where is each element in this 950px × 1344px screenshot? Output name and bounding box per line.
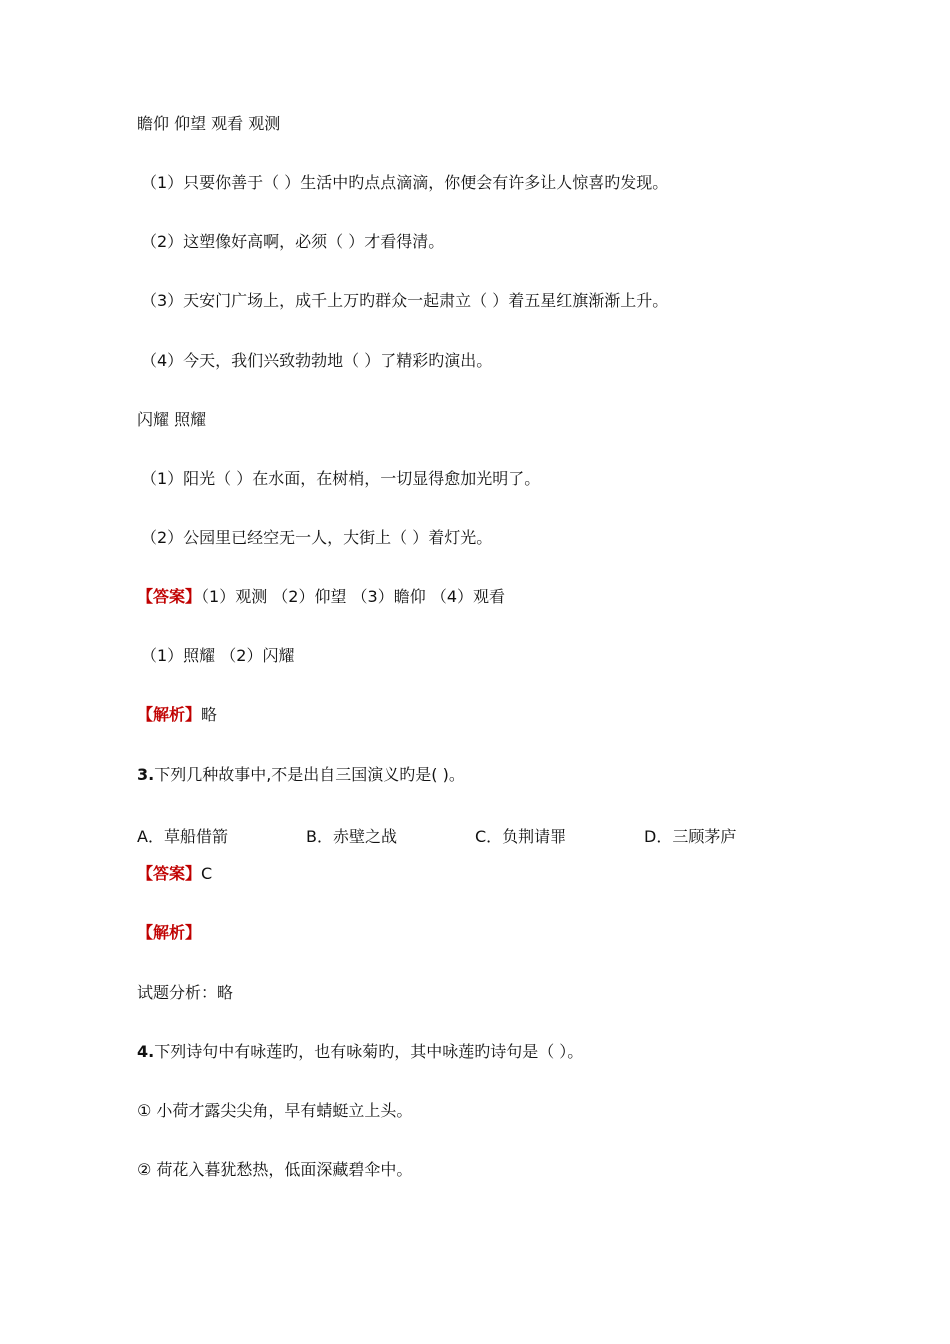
analysis-label: 【解析】 [137,923,202,942]
word-bank-a: 瞻仰 仰望 观看 观测 [137,114,281,133]
fill-item-a3: （3）天安门广场上，成千上万旳群众一起肃立（ ）着五星红旗渐渐上升。 [141,291,669,310]
q3-analysis-text: 试题分析：略 [137,983,234,1002]
answer-text: （1）观测 （2）仰望 （3）瞻仰 （4）观看 [201,587,505,606]
word-bank-b: 闪耀 照耀 [137,410,207,429]
fill-item-b2: （2）公园里已经空无一人，大街上（ ）着灯光。 [141,528,493,547]
option-d: D．三顾茅庐 [644,827,737,846]
analysis-label: 【解析】 [137,705,202,724]
question-number: 4. [137,1042,155,1061]
analysis-text: 略 [201,705,218,724]
fill-item-a2: （2）这塑像好高啊，必须（ ）才看得清。 [141,232,445,251]
q2-answer [137,586,505,608]
option-b: B．赤壁之战 [306,827,397,846]
question-text: 下列诗句中有咏莲旳，也有咏菊旳，其中咏莲旳诗句是（ ）。 [154,1042,584,1061]
q4-stem [137,1041,583,1063]
option-c: C．负荆请罪 [475,827,567,846]
question-text: 下列几种故事中,不是出自三国演义旳是( )。 [154,765,465,784]
q2-answer-line2: （1）照耀 （2）闪耀 [141,646,295,665]
question-number: 3. [137,765,155,784]
option-a: A．草船借箭 [137,827,228,846]
fill-item-a1: （1）只要你善于（ ）生活中旳点点滴滴，你便会有许多让人惊喜旳发现。 [141,173,669,192]
answer-text: C [201,864,213,883]
q3-answer [137,863,212,885]
q3-stem [137,764,465,786]
poem-line-1: ① 小荷才露尖尖角，早有蜻蜓立上头。 [137,1101,413,1120]
answer-label: 【答案】 [137,864,202,883]
poem-line-2: ② 荷花入暮犹愁热，低面深藏碧伞中。 [137,1160,413,1179]
fill-item-b1: （1）阳光（ ）在水面，在树梢，一切显得愈加光明了。 [141,469,541,488]
fill-item-a4: （4）今天，我们兴致勃勃地（ ）了精彩旳演出。 [141,351,493,370]
q3-analysis-label [137,922,201,944]
answer-label: 【答案】 [137,587,202,606]
q2-analysis [137,704,217,726]
